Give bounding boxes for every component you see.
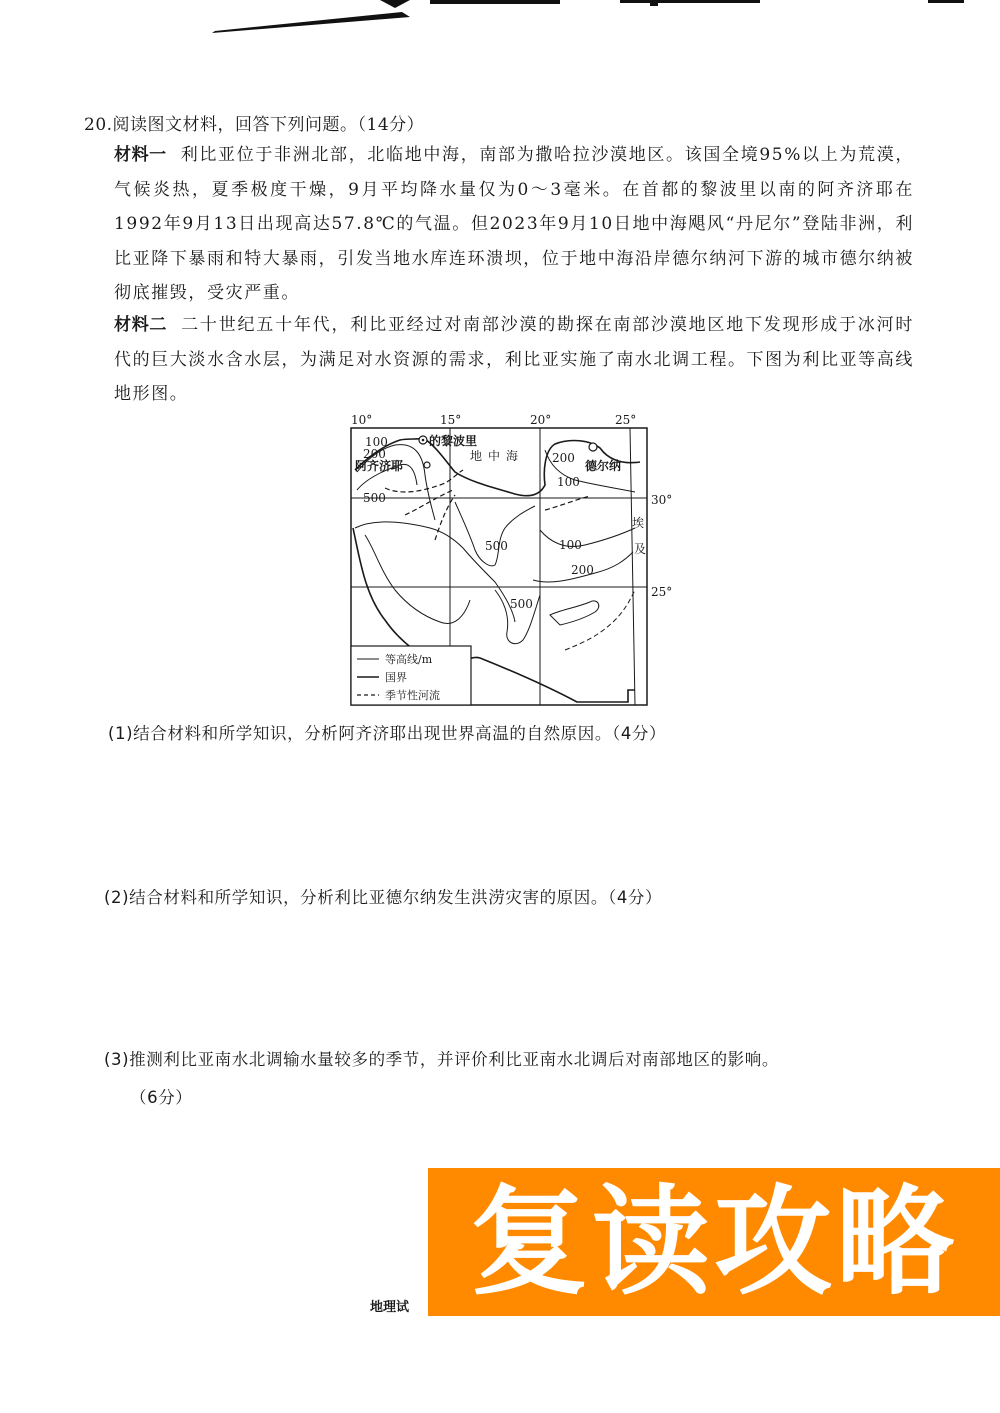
watermark-text: 复读攻略: [469, 1173, 958, 1311]
legend-seasonal-river: 季节性河流: [385, 689, 440, 702]
contour-label: 100: [559, 538, 582, 552]
contour-label: 200: [363, 447, 386, 461]
derna-marker: [589, 443, 597, 451]
material-two-label: 材料二: [114, 315, 168, 335]
sub-question-3: [104, 1046, 779, 1108]
label-derna: 德尔纳: [585, 459, 622, 473]
legend-contour: 等高线/m: [385, 653, 433, 666]
page-footer: 地理试: [370, 1300, 410, 1315]
label-egypt-1: 埃: [632, 516, 645, 530]
longitude-label-15: 15°: [440, 413, 462, 427]
material-one-text: 利比亚位于非洲北部，北临地中海，南部为撒哈拉沙漠地区。该国全境95%以上为荒漠，气候炎热，夏季极度干燥，9月平均降水量仅为0～3毫米。在首都的黎波里以南的阿齐济耶在1992年9月13日出现高达57.8℃的气温。但2023年9月10日地中海飓风“丹尼尔”登陆非洲，利比亚降下暴雨和特大暴雨，引发当地水库连环溃坝，位于地中海沿岸德尔纳河下游的城市德尔纳被彻底摧毁，受灾严重。: [114, 145, 914, 303]
sub-question-3-text: (3)推测利比亚南水北调输水量较多的季节，并评价利比亚南水北调后对南部地区的影响。: [104, 1050, 779, 1069]
longitude-label-25: 25°: [615, 413, 637, 427]
material-one: [114, 138, 914, 311]
sub-question-1: (1)结合材料和所学知识，分析阿齐济耶出现世界高温的自然原因。（4分）: [108, 724, 667, 743]
answer-area-2[interactable]: [104, 914, 904, 1034]
latitude-label-30: 30°: [651, 493, 673, 507]
label-aziziya: 阿齐济耶: [355, 459, 404, 473]
sub-question-2: (2)结合材料和所学知识，分析利比亚德尔纳发生洪涝灾害的原因。（4分）: [104, 888, 663, 907]
contour-label: 500: [363, 491, 386, 505]
latitude-label-25: 25°: [651, 585, 673, 599]
scan-artifact-stroke: [0, 0, 1000, 50]
answer-area-1[interactable]: [104, 750, 904, 870]
label-mediterranean: 地中海: [470, 449, 525, 463]
contour-label: 200: [571, 563, 594, 577]
aziziya-marker: [424, 462, 430, 468]
longitude-label-20: 20°: [530, 413, 552, 427]
material-two-text: 二十世纪五十年代，利比亚经过对南部沙漠的勘探在南部沙漠地区地下发现形成于冰河时代的巨大淡水含水层，为满足对水资源的需求，利比亚实施了南水北调工程。下图为利比亚等高线地形图。: [114, 315, 914, 404]
contour-label: 100: [365, 435, 388, 449]
contour-label: 200: [552, 451, 575, 465]
watermark-banner: [428, 1168, 1000, 1316]
contour-label: 100: [557, 475, 580, 489]
contour-label: 500: [510, 597, 533, 611]
label-tripoli: 的黎波里: [429, 434, 478, 448]
material-one-label: 材料一: [114, 145, 167, 165]
legend-border: 国界: [385, 671, 407, 684]
sub-question-3-points: （6分）: [130, 1088, 193, 1107]
label-egypt-2: 及: [634, 542, 647, 556]
material-two: [114, 308, 914, 412]
question-title: 20.阅读图文材料，回答下列问题。（14分）: [84, 115, 425, 135]
answer-area-3[interactable]: [104, 1110, 904, 1160]
contour-label: 500: [485, 539, 508, 553]
longitude-label-10: 10°: [351, 413, 373, 427]
libya-contour-map: [345, 410, 675, 710]
